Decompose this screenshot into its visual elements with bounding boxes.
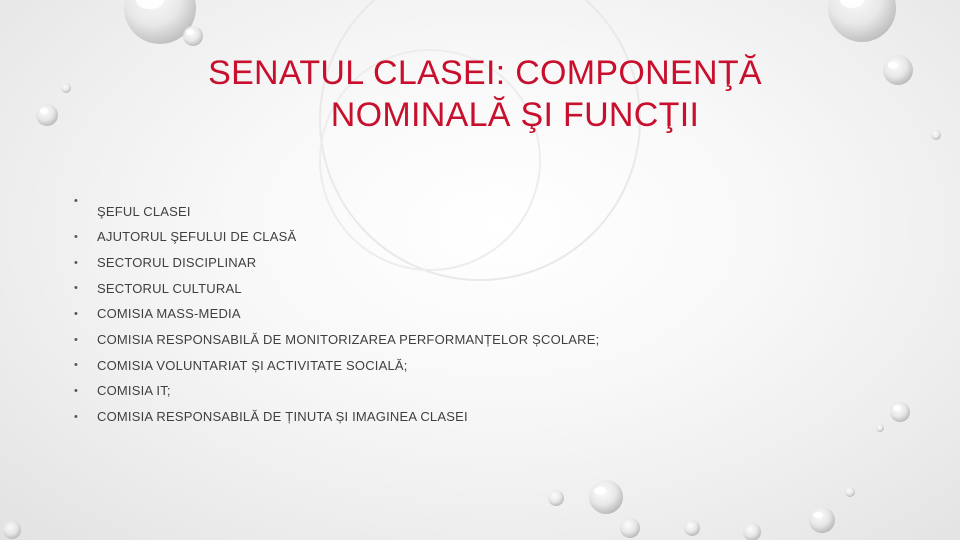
list-item-label: COMISIA MASS-MEDIA [97, 306, 241, 322]
bullet-icon: • [74, 307, 79, 320]
droplet [36, 104, 58, 126]
list-item [72, 327, 892, 353]
member-list [72, 186, 892, 430]
bullet-icon: • [74, 333, 79, 346]
bullet-icon: • [74, 384, 79, 397]
list-item-label: SECTORUL DISCIPLINAR [97, 255, 257, 271]
slide-title-line-2: NOMINALĂ ŞI FUNCŢII [330, 96, 700, 134]
droplet [845, 487, 855, 497]
droplet [890, 402, 910, 422]
list-item [72, 378, 892, 404]
bullet-icon: • [74, 230, 79, 243]
list-item [72, 404, 892, 430]
list-item-label: COMISIA IT; [97, 383, 171, 399]
droplet [931, 130, 941, 140]
list-item-label: ŞEFUL CLASEI [97, 204, 191, 219]
bullet-icon: • [74, 195, 79, 207]
bullet-icon: • [74, 256, 79, 269]
bullet-icon: • [74, 282, 79, 295]
droplet [3, 521, 21, 539]
droplet [684, 520, 700, 536]
list-item [72, 301, 892, 327]
droplet [828, 0, 896, 42]
list-item-label: COMISIA RESPONSABILĂ DE ȚINUTA ȘI IMAGINEA CLASEI [97, 409, 468, 425]
slide-title [120, 52, 850, 136]
bullet-icon: • [74, 359, 79, 372]
droplet [124, 0, 196, 44]
droplet [809, 507, 835, 533]
list-item [72, 352, 892, 378]
droplet [589, 480, 623, 514]
list-item [72, 224, 892, 250]
list-item-label: COMISIA RESPONSABILĂ DE MONITORIZAREA PERFORMANȚELOR ȘCOLARE; [97, 332, 600, 348]
list-item [72, 275, 892, 301]
list-item-label: AJUTORUL ŞEFULUI DE CLASĂ [97, 229, 297, 245]
droplet [883, 55, 913, 85]
list-item-label: COMISIA VOLUNTARIAT ȘI ACTIVITATE SOCIALĂ; [97, 357, 408, 373]
droplet [743, 523, 761, 540]
list-item [72, 250, 892, 276]
droplet [183, 26, 203, 46]
bullet-icon: • [74, 410, 79, 423]
list-item-label: SECTORUL CULTURAL [97, 280, 242, 296]
list-item [72, 186, 892, 224]
droplet [548, 490, 564, 506]
droplet [620, 518, 640, 538]
droplet [61, 83, 71, 93]
slide-title-line-1: SENATUL CLASEI: COMPONENŢĂ [208, 54, 762, 92]
